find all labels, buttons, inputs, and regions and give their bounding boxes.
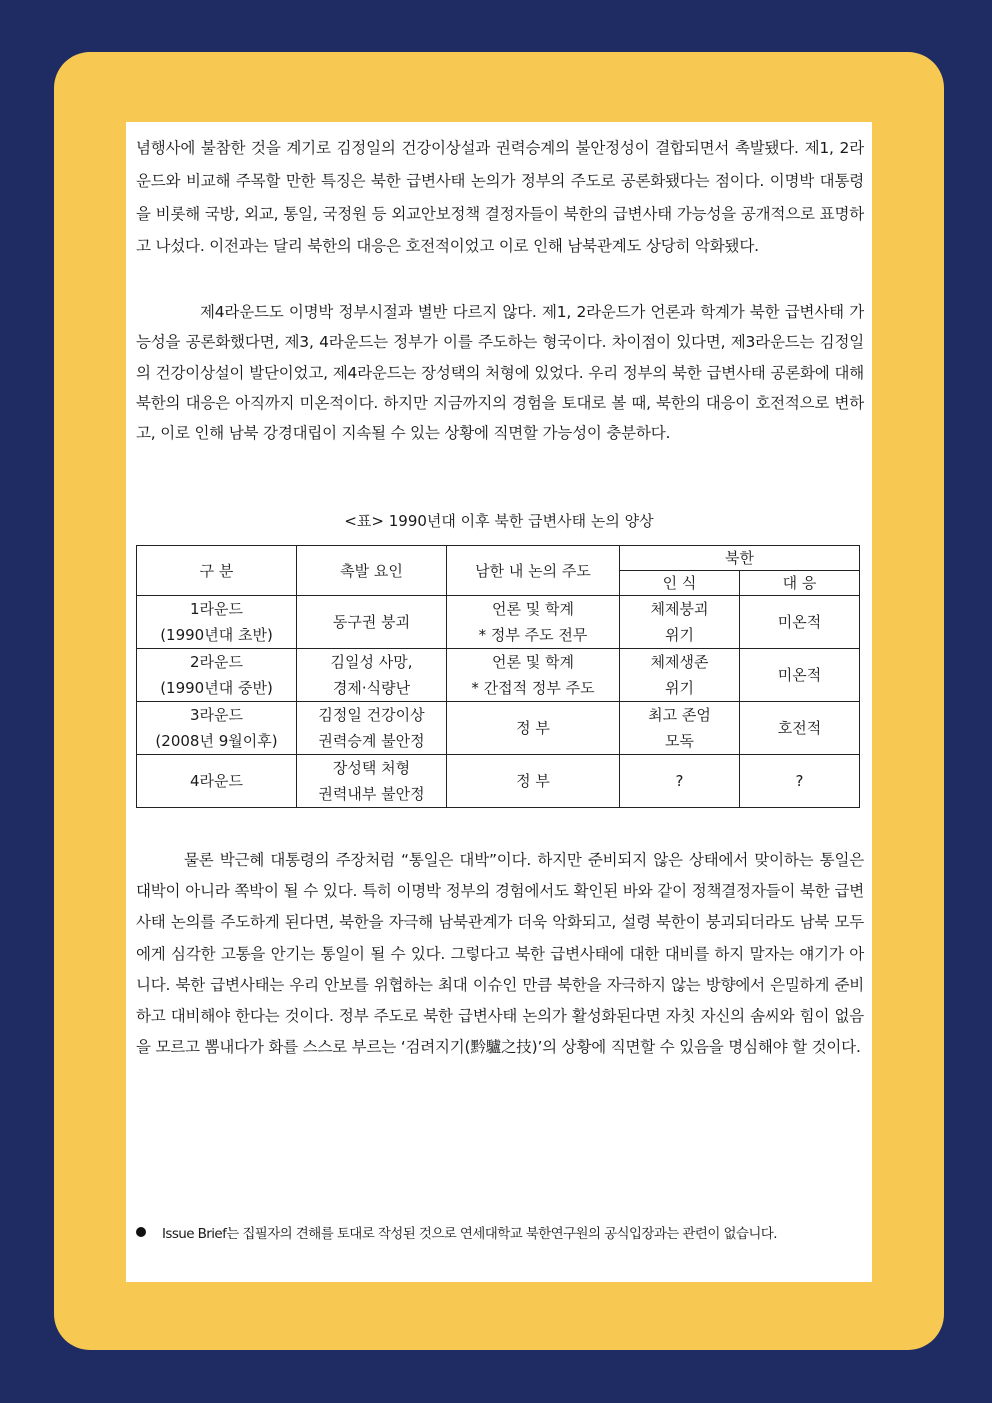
table-caption: <표> 1990년대 이후 북한 급변사태 논의 양상 [344, 512, 654, 530]
perception-cell: ? [620, 755, 740, 808]
response-cell: 미온적 [740, 596, 860, 649]
round-cell: 1라운드 (1990년대 초반) [137, 596, 297, 649]
header-lead: 남한 내 논의 주도 [447, 546, 620, 596]
table-row [137, 649, 860, 702]
response-cell: 호전적 [740, 702, 860, 755]
lead-cell: 언론 및 학계 * 간접적 정부 주도 [447, 649, 620, 702]
perception-cell: 체제붕괴 위기 [620, 596, 740, 649]
paragraph-3: 물론 박근혜 대통령의 주장처럼 “통일은 대박”이다. 하지만 준비되지 않은 상태에서 맞이하는 통일은 대박이 아니라 쪽박이 될 수 있다. 특히 이명박 정부의 경험에서도 확인된 바와 같이 정책결정자들이 북한 급변사태 논의를 주도하게 된다면, 북한을 자극해 남북관계가 더욱 악화되고, 설령 북한이 붕괴되더라도 남북 모두에게 심각한 고통을 안기는 통일이 될 수 있다. 그렇다고 북한 급변사태에 대한 대비를 하지 말자는 얘기가 아니다. 북한 급변사태는 우리 안보를 위협하는 최대 이슈인 만큼 북한을 자극하지 않는 방향에서 은밀하게 준비하고 대비해야 한다는 것이다. 정부 주도로 북한 급변사태 논의가 활성화된다면 자칫 자신의 솜씨와 힘이 없음을 모르고 뽐내다가 화를 스스로 부르는 ‘검려지기(黔驢之技)’의 상황에 직면할 수 있음을 명심해야 할 것이다. [136, 851, 864, 1057]
header-division: 구 분 [137, 546, 297, 596]
lead-cell: 정 부 [447, 702, 620, 755]
trigger-cell: 김정일 건강이상 권력승계 불안정 [297, 702, 447, 755]
paragraph-2: 제4라운드도 이명박 정부시절과 별반 다르지 않다. 제1, 2라운드가 언론과 학계가 북한 급변사태 가능성을 공론화했다면, 제3, 4라운드는 정부가 이를 주도하는 형국이다. 차이점이 있다면, 제3라운드는 김정일의 건강이상설이 발단이었고, 제4라운드는 장성택의 처형에 있었다. 우리 정부의 북한 급변사태 공론화에 대해 북한의 대응은 아직까지 미온적이다. 하지만 지금까지의 경험을 토대로 볼 때, 북한의 대응이 호전적으로 변하고, 이로 인해 남북 강경대립이 지속될 수 있는 상황에 직면할 가능성이 충분하다. [136, 303, 864, 443]
header-response: 대 응 [740, 571, 860, 596]
response-cell: ? [740, 755, 860, 808]
table-row [137, 702, 860, 755]
header-perception: 인 식 [620, 571, 740, 596]
header-north: 북한 [620, 546, 860, 571]
response-cell: 미온적 [740, 649, 860, 702]
lead-cell: 정 부 [447, 755, 620, 808]
footnote [136, 1222, 866, 1242]
round-cell: 4라운드 [137, 755, 297, 808]
document-page [126, 122, 872, 1282]
lead-cell: 언론 및 학계 * 정부 주도 전무 [447, 596, 620, 649]
header-trigger: 촉발 요인 [297, 546, 447, 596]
paragraph-1: 념행사에 불참한 것을 계기로 김정일의 건강이상설과 권력승계의 불안정성이 결합되면서 촉발됐다. 제1, 2라운드와 비교해 주목할 만한 특징은 북한 급변사태 논의가 정부의 주도로 공론화됐다는 점이다. 이명박 대통령을 비롯해 국방, 외교, 통일, 국정원 등 외교안보정책 결정자들이 북한의 급변사태 가능성을 공개적으로 표명하고 나섰다. 이전과는 달리 북한의 대응은 호전적이었고 이로 인해 남북관계도 상당히 악화됐다. [136, 139, 864, 256]
perception-cell: 체제생존 위기 [620, 649, 740, 702]
trigger-cell: 장성택 처형 권력내부 불안정 [297, 755, 447, 808]
footnote-text: Issue Brief는 집필자의 견해를 토대로 작성된 것으로 연세대학교 북한연구원의 공식입장과는 관련이 없습니다. [162, 1226, 777, 1242]
trigger-cell: 김일성 사망, 경제·식량난 [297, 649, 447, 702]
table-row [137, 596, 860, 649]
trigger-cell: 동구권 붕괴 [297, 596, 447, 649]
discussion-table [136, 545, 860, 808]
perception-cell: 최고 존엄 모독 [620, 702, 740, 755]
bullet-icon [136, 1227, 146, 1237]
round-cell: 3라운드 (2008년 9월이후) [137, 702, 297, 755]
table-row [137, 755, 860, 808]
round-cell: 2라운드 (1990년대 중반) [137, 649, 297, 702]
